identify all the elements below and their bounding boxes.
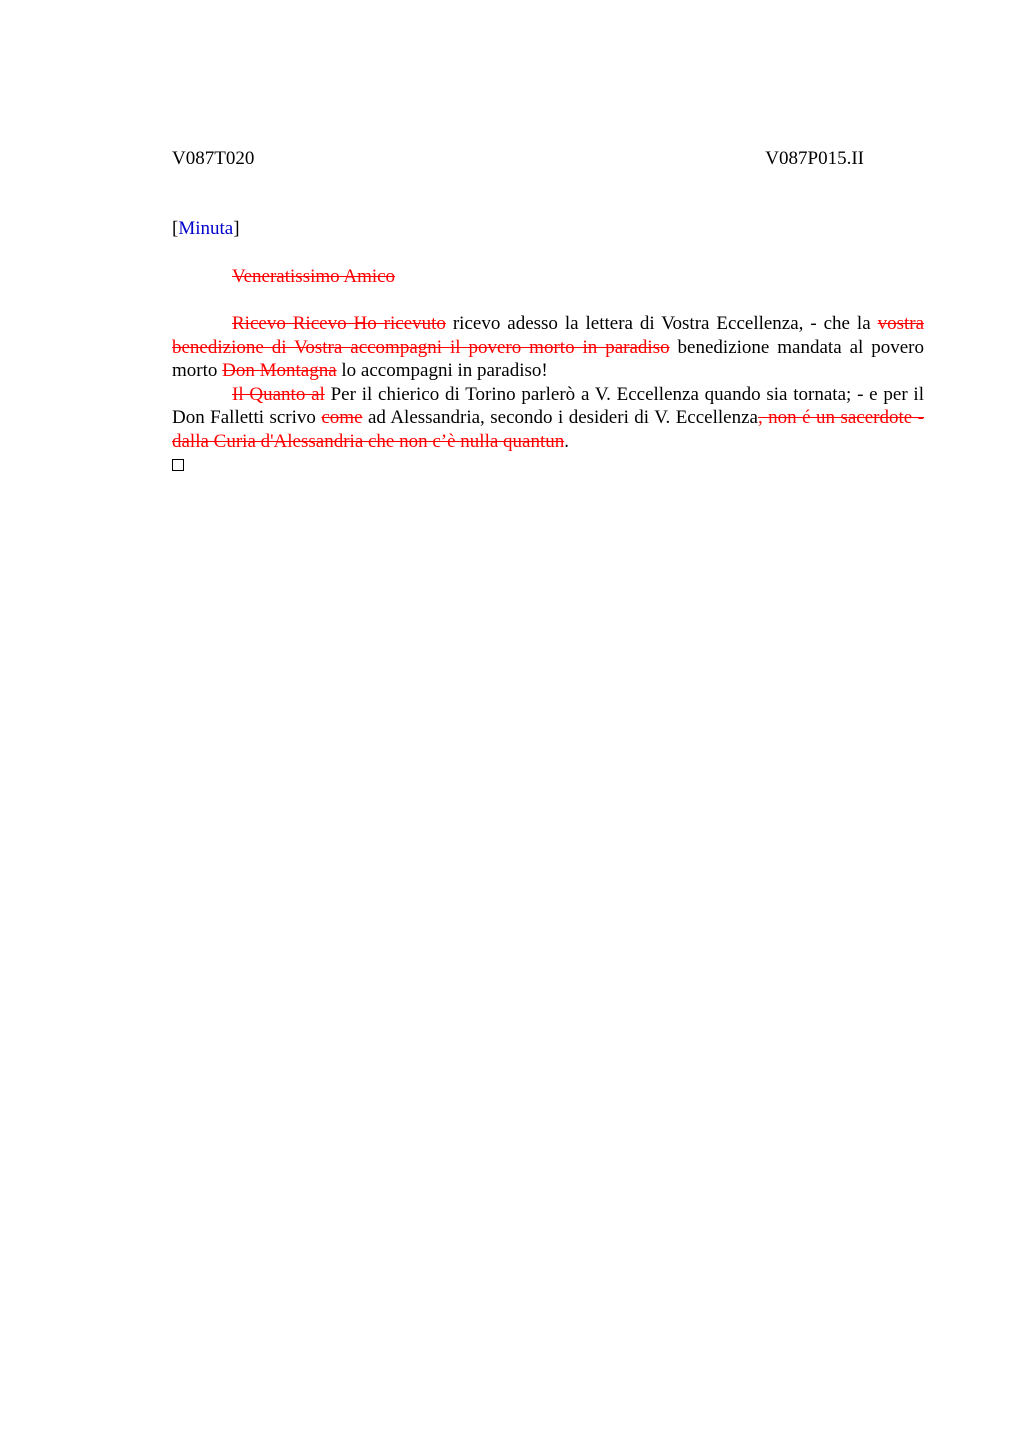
deleted-text: Don Montagna	[222, 360, 337, 381]
deleted-text: vostra benedizione di Vostra accompagni il povero morto in paradiso	[172, 313, 925, 358]
paragraph-text: ricevo adesso la lettera di Vostra Eccellenza, - che la	[445, 313, 878, 334]
document-code-left: V087T020	[172, 148, 255, 169]
tag-open-bracket: [	[172, 218, 179, 239]
letter-body	[172, 217, 924, 471]
document-code-right: V087P015.II	[765, 148, 864, 169]
paragraph-text: lo accompagni in paradiso!	[336, 360, 548, 381]
paragraph-text: .	[564, 430, 570, 452]
paragraph-text: benedizione mandata al povero morto	[172, 336, 924, 381]
deleted-salutation: Veneratissimo Amico	[232, 265, 396, 287]
deleted-text: Ricevo Ricevo Ho ricevuto	[232, 313, 446, 334]
deleted-text: come	[321, 407, 363, 428]
paragraph-text: Per il chierico di Torino parlerò a V. Eccellenza quando sia tornata; - e per il Don Falletti scrivo	[172, 383, 924, 428]
paragraph-1	[172, 312, 924, 383]
end-of-document-box-icon	[172, 459, 184, 471]
minuta-tag	[172, 217, 924, 241]
deleted-text: , non é un sacerdote - dalla Curia d'Alessandria che non c’è nulla quantun	[172, 407, 925, 452]
paragraph-text: ad Alessandria, secondo i desideri di V. Eccellenza	[362, 407, 758, 428]
salutation	[172, 265, 924, 289]
tag-close-bracket: ]	[233, 218, 240, 239]
deleted-text: Il Quanto al	[232, 383, 325, 405]
tag-label: Minuta	[178, 218, 234, 239]
page-header	[172, 146, 864, 172]
paragraph-2	[172, 383, 924, 454]
